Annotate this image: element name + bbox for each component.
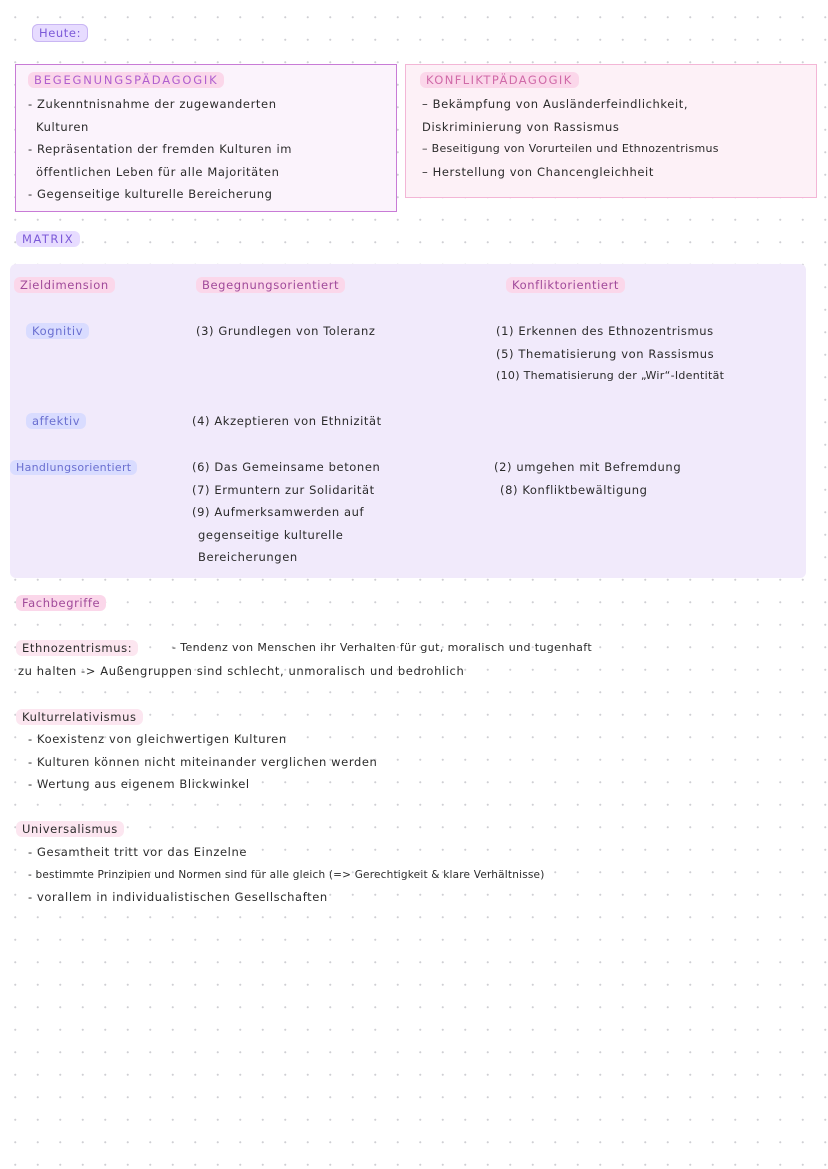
matrix-cell-line: (6) Das Gemeinsame betonen xyxy=(192,460,381,474)
konflikt-line: – Beseitigung von Vorurteilen und Ethnozentrismus xyxy=(422,142,719,155)
kultur-line: - Wertung aus eigenem Blickwinkel xyxy=(28,777,250,791)
univ-line: - Gesamtheit tritt vor das Einzelne xyxy=(28,845,248,859)
univ-line: - vorallem in individualistischen Gesellschaften xyxy=(28,890,328,904)
konflikt-line: – Herstellung von Chancengleichheit xyxy=(422,164,654,179)
matrix-cell-line: gegenseitige kulturelle xyxy=(198,527,344,542)
ethno-term: Ethnozentrismus: xyxy=(16,637,138,660)
konflikt-box xyxy=(405,64,817,198)
matrix-cell-line: (1) Erkennen des Ethnozentrismus xyxy=(496,324,714,338)
univ-list xyxy=(28,841,545,909)
univ-line: - bestimmte Prinzipien und Normen sind für alle gleich (=> Gerechtigkeit & klare Verhältnisse) xyxy=(28,868,545,881)
begegnung-line: - Gegenseitige kulturelle Bereicherung xyxy=(28,187,273,201)
kultur-line: - Koexistenz von gleichwertigen Kulturen xyxy=(28,732,287,746)
matrix-table xyxy=(10,264,806,578)
matrix-cell-line: (2) umgehen mit Befremdung xyxy=(494,460,682,474)
begegnung-list xyxy=(28,93,292,206)
konflikt-line: Diskriminierung von Rassismus xyxy=(422,119,620,134)
matrix-title: MATRIX xyxy=(16,228,80,251)
matrix-cell-handlung-begegnung xyxy=(192,456,380,569)
ethno-definition-line-2: zu halten -> Außengruppen sind schlecht, unmoralisch und bedrohlich xyxy=(18,664,465,678)
matrix-row-label-handlung: Handlungsorientiert xyxy=(10,456,137,480)
matrix-cell-affektiv-begegnung xyxy=(192,410,382,433)
begegnung-title: BEGEGNUNGSPÄDAGOGIK xyxy=(28,69,224,92)
matrix-cell-handlung-konflikt xyxy=(494,456,681,501)
matrix-cell-line: (10) Thematisierung der „Wir“-Identität xyxy=(496,369,725,382)
matrix-cell-line: (8) Konfliktbewältigung xyxy=(500,482,648,497)
konflikt-list xyxy=(422,93,719,183)
matrix-row-label-kognitiv: Kognitiv xyxy=(26,320,89,343)
matrix-header-dimension: Zieldimension xyxy=(14,274,115,297)
matrix-cell-kognitiv-begegnung xyxy=(196,320,376,343)
konflikt-title: KONFLIKTPÄDAGOGIK xyxy=(420,69,579,92)
matrix-header-begegnung: Begegnungsorientiert xyxy=(196,274,345,297)
matrix-cell-line: (7) Ermuntern zur Solidarität xyxy=(192,482,375,497)
matrix-cell-line: (4) Akzeptieren von Ethnizität xyxy=(192,414,382,428)
kultur-term: Kulturrelativismus xyxy=(16,706,143,729)
matrix-cell-line: (3) Grundlegen von Toleranz xyxy=(196,324,376,338)
heute-label: Heute: xyxy=(32,22,88,45)
matrix-cell-line: Bereicherungen xyxy=(198,550,298,564)
begegnung-line: - Repräsentation der fremden Kulturen im xyxy=(28,142,293,156)
begegnung-line: Kulturen xyxy=(36,119,89,134)
univ-term: Universalismus xyxy=(16,818,124,841)
begegnung-line: - Zukenntnisnahme der zugewanderten xyxy=(28,97,277,111)
matrix-cell-kognitiv-konflikt xyxy=(496,320,724,388)
fachbegriffe-title: Fachbegriffe xyxy=(16,592,106,615)
konflikt-line: – Bekämpfung von Ausländerfeindlichkeit, xyxy=(422,97,689,111)
kultur-line: - Kulturen können nicht miteinander verglichen werden xyxy=(28,754,378,769)
begegnung-line: öffentlichen Leben für alle Majoritäten xyxy=(36,164,280,179)
matrix-row-label-affektiv: affektiv xyxy=(26,410,86,433)
matrix-header-konflikt: Konfliktorientiert xyxy=(506,274,625,297)
matrix-cell-line: (5) Thematisierung von Rassismus xyxy=(496,346,715,361)
begegnung-box xyxy=(15,64,397,212)
ethno-definition-line-1: - Tendenz von Menschen ihr Verhalten für gut, moralisch und tugenhaft xyxy=(172,641,593,654)
kultur-list xyxy=(28,728,377,796)
matrix-cell-line: (9) Aufmerksamwerden auf xyxy=(192,505,365,519)
